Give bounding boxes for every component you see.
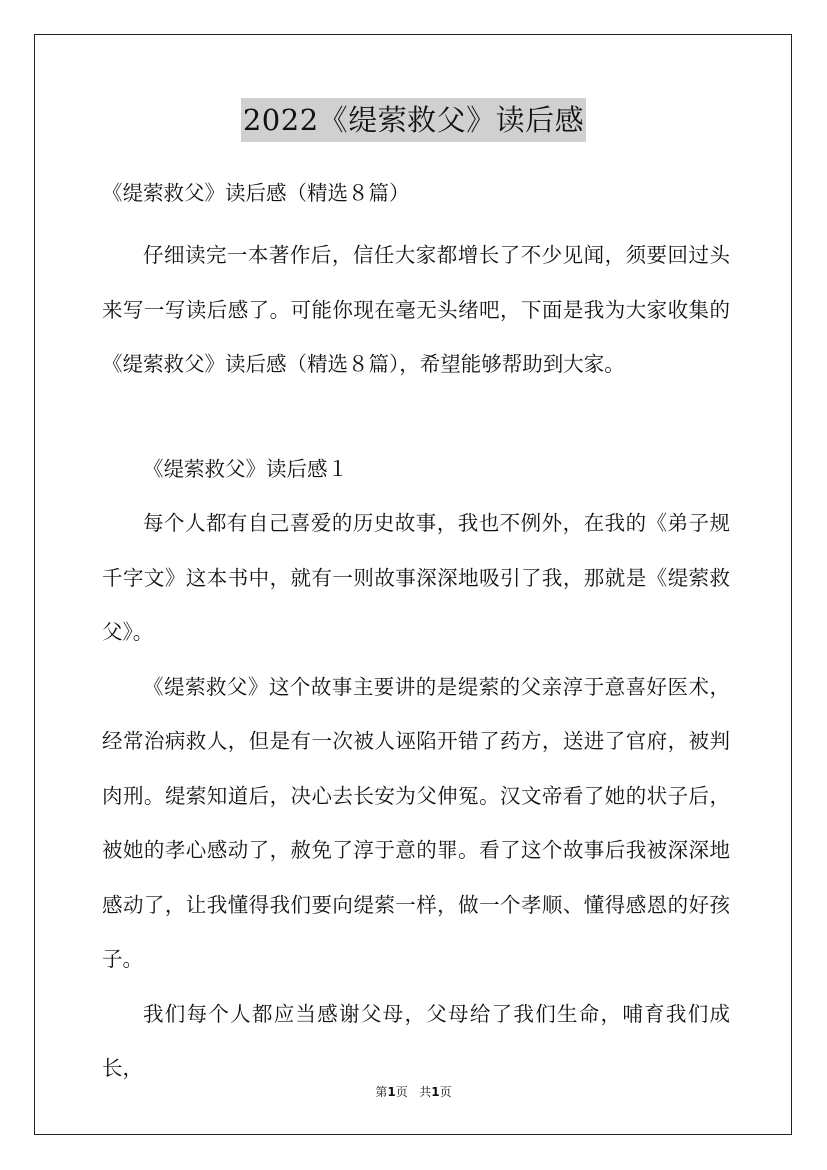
document-subtitle: 《缇萦救父》读后感（精选８篇）: [102, 181, 410, 205]
title-container: [0, 98, 827, 142]
page-footer: [0, 1083, 827, 1100]
intro-paragraph: 仔细读完一本著作后，信任大家都增长了不少见闻，须要回过头来写一写读后感了。可能你现在毫无头绪吧，下面是我为大家收集的《缇萦救父》读后感（精选８篇），希望能够帮助到大家。: [102, 243, 730, 376]
body-paragraph-2: 《缇萦救父》这个故事主要讲的是缇萦的父亲淳于意喜好医术，经常治病救人，但是有一次被人诬陷开错了药方，送进了官府，被判肉刑。缇萦知道后，决心去长安为父伸冤。汉文帝看了她的状子后，被她的孝心感动了，赦免了淳于意的罪。看了这个故事后我被深深地感动了，让我懂得我们要向缇萦一样，做一个孝顺、懂得感恩的好孩子。: [102, 674, 730, 971]
document-title: 2022《缇萦救父》读后感: [241, 98, 586, 142]
footer-total-pages: 1: [431, 1085, 440, 1099]
section-spacer: [102, 392, 730, 442]
footer-page-number: 1: [387, 1085, 396, 1099]
footer-prefix: 第: [375, 1085, 388, 1099]
body-paragraph-1: 每个人都有自己喜爱的历史故事，我也不例外，在我的《弟子规千字文》这本书中，就有一则故事深深地吸引了我，那就是《缇萦救父》。: [102, 511, 730, 644]
document-body: [102, 170, 730, 1096]
footer-suffix: 页: [439, 1085, 452, 1099]
footer-mid: 页 共: [395, 1085, 432, 1099]
section-heading: 《缇萦救父》读后感１: [143, 456, 348, 481]
body-paragraph-3: 我们每个人都应当感谢父母，父母给了我们生命，哺育我们成长，: [102, 1001, 730, 1080]
